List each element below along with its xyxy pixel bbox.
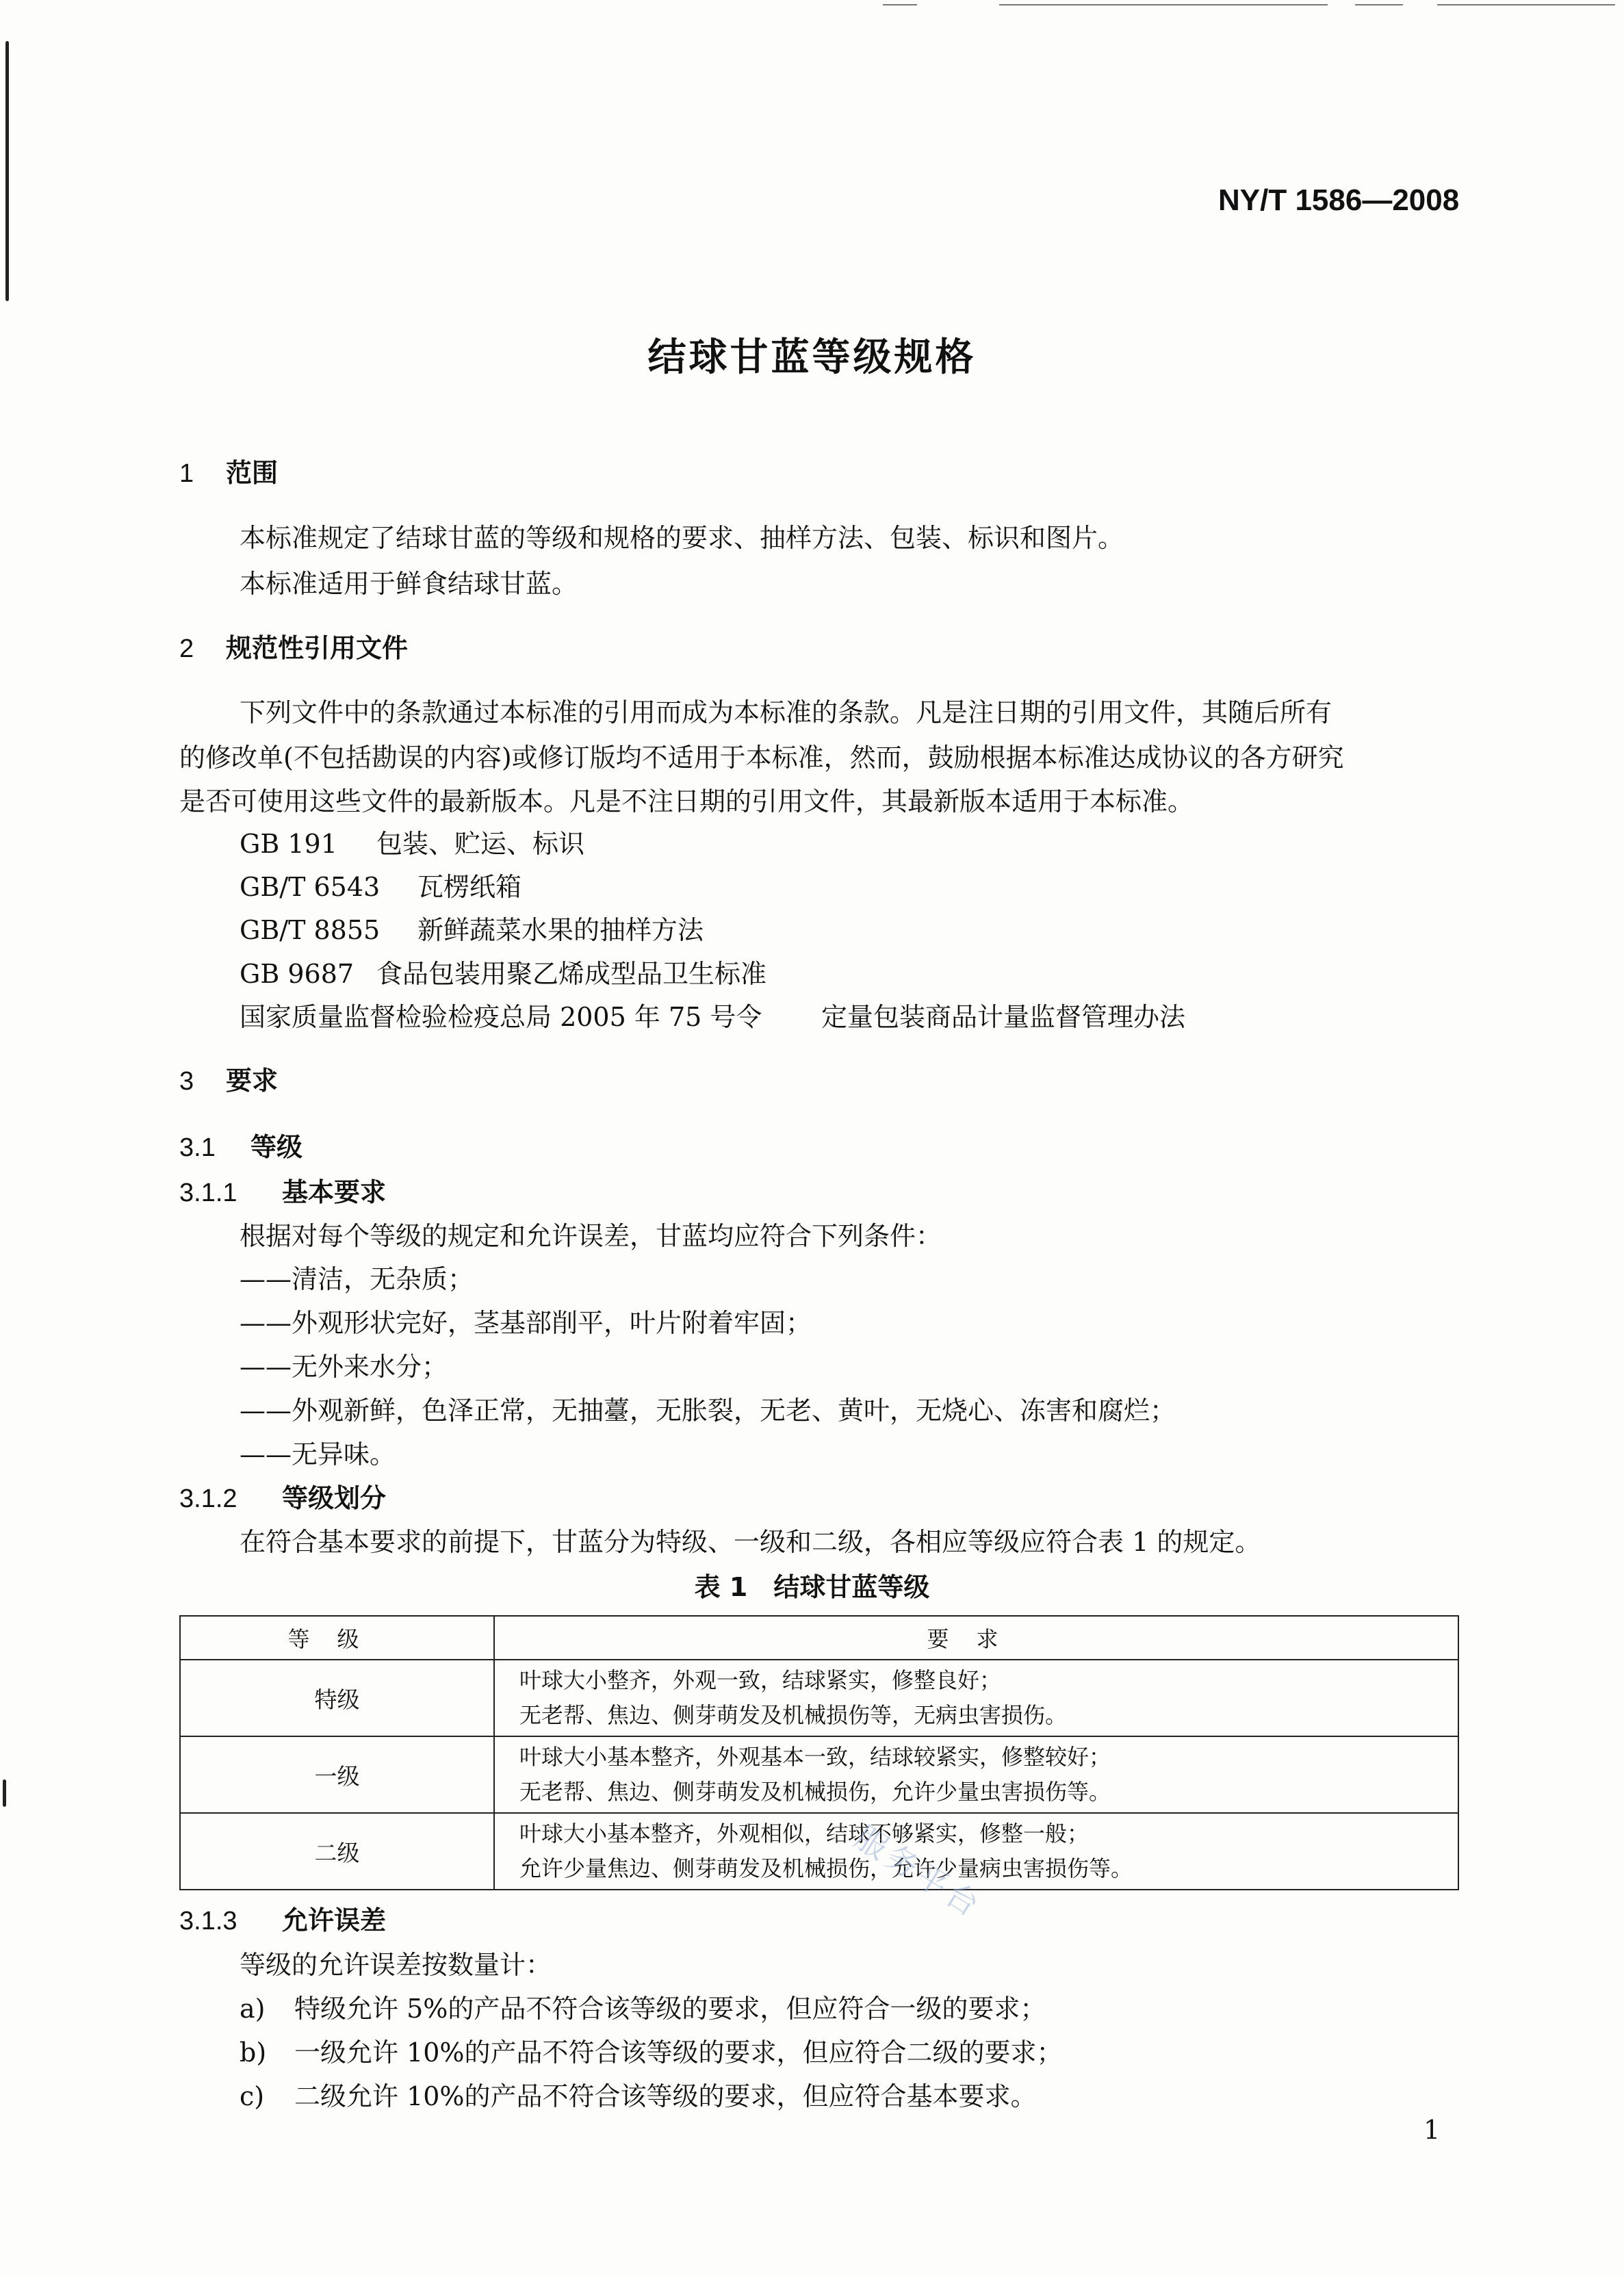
list-text: 特级允许 5%的产品不符合该等级的要求，但应符合一级的要求； xyxy=(294,1994,1046,2024)
section-title: 等级 xyxy=(250,1132,303,1162)
scan-line xyxy=(1355,4,1403,5)
section-3-1-3-heading xyxy=(179,1899,386,1937)
section-number: 3 xyxy=(179,1067,194,1096)
table-header-row xyxy=(180,1616,1458,1660)
grade-cell: 一级 xyxy=(180,1736,494,1813)
section-title: 允许误差 xyxy=(282,1905,387,1935)
grade-cell: 特级 xyxy=(180,1660,494,1736)
grades-table xyxy=(179,1615,1459,1890)
requirement-line: 叶球大小基本整齐，外观基本一致，结球较紧实，修整较好； xyxy=(519,1744,1111,1770)
table-header-requirements: 要求 xyxy=(494,1616,1458,1660)
section-3-1-1-heading xyxy=(179,1171,386,1209)
paragraph: 本标准规定了结球甘蓝的等级和规格的要求、抽样方法、包装、标识和图片。 xyxy=(240,523,1124,553)
list-label: b) xyxy=(240,2037,267,2068)
reference-name: 定量包装商品计量监督管理办法 xyxy=(821,1002,1186,1032)
section-title: 规范性引用文件 xyxy=(226,633,409,663)
paragraph: 根据对每个等级的规定和允许误差，甘蓝均应符合下列条件： xyxy=(240,1221,942,1251)
reference-item xyxy=(240,953,766,990)
list-item: ——外观新鲜，色泽正常，无抽薹，无胀裂，无老、黄叶，无烧心、冻害和腐烂； xyxy=(240,1395,1176,1426)
reference-code: GB 9687 xyxy=(240,959,355,989)
grade-cell: 二级 xyxy=(180,1813,494,1890)
reference-item xyxy=(240,909,704,947)
section-title: 基本要求 xyxy=(282,1177,387,1207)
reference-item xyxy=(240,866,521,903)
reference-name: 新鲜蔬菜水果的抽样方法 xyxy=(417,915,704,945)
section-title: 要求 xyxy=(226,1066,279,1096)
paragraph: 等级的允许误差按数量计： xyxy=(240,1950,552,1980)
reference-code: GB 191 xyxy=(240,829,337,859)
table-row xyxy=(180,1736,1458,1813)
section-number: 2 xyxy=(179,634,194,663)
list-text: 二级允许 10%的产品不符合该等级的要求，但应符合基本要求。 xyxy=(294,2081,1037,2111)
reference-code: 国家质量监督检验检疫总局 2005 年 75 号令 xyxy=(240,1002,762,1032)
table-caption: 表 1 结球甘蓝等级 xyxy=(694,1572,930,1602)
section-2-heading xyxy=(179,627,408,665)
section-number: 3.1.1 xyxy=(179,1179,237,1207)
paragraph: 本标准适用于鲜食结球甘蓝。 xyxy=(240,569,578,599)
requirement-line: 允许少量焦边、侧芽萌发及机械损伤，允许少量病虫害损伤等。 xyxy=(519,1855,1133,1881)
reference-name: 瓦楞纸箱 xyxy=(417,872,522,902)
section-3-heading xyxy=(179,1059,278,1097)
reference-code: GB/T 6543 xyxy=(240,872,381,902)
requirement-line: 叶球大小整齐，外观一致，结球紧实，修整良好； xyxy=(519,1667,1002,1693)
paragraph: 在符合基本要求的前提下，甘蓝分为特级、一级和二级，各相应等级应符合表 1 的规定。 xyxy=(240,1527,1261,1557)
scan-edge-mark xyxy=(5,41,9,301)
list-item xyxy=(240,1987,1046,2025)
page-number: 1 xyxy=(1423,2115,1441,2145)
reference-item xyxy=(240,823,584,860)
scan-line xyxy=(1437,4,1615,5)
section-number: 3.1.3 xyxy=(179,1907,237,1935)
reference-name: 包装、贮运、标识 xyxy=(376,829,585,859)
requirement-cell xyxy=(494,1813,1458,1890)
paragraph-line: 是否可使用这些文件的最新版本。凡是不注日期的引用文件，其最新版本适用于本标准。 xyxy=(179,786,1194,816)
list-item: ——无外来水分； xyxy=(240,1352,448,1382)
section-title: 范围 xyxy=(226,458,279,488)
requirement-line: 无老帮、焦边、侧芽萌发及机械损伤等，无病虫害损伤。 xyxy=(519,1702,1068,1728)
watermark: 服务平台 xyxy=(848,1818,989,1926)
section-number: 3.1 xyxy=(179,1133,216,1162)
list-item: ——清洁，无杂质； xyxy=(240,1264,474,1294)
scan-line xyxy=(999,4,1328,5)
reference-name: 食品包装用聚乙烯成型品卫生标准 xyxy=(376,959,767,989)
table-row xyxy=(180,1660,1458,1736)
list-label: c) xyxy=(240,2081,265,2111)
section-1-heading xyxy=(179,452,278,489)
requirement-line: 叶球大小基本整齐，外观相似，结球不够紧实，修整一般； xyxy=(519,1821,1090,1847)
section-title: 等级划分 xyxy=(282,1483,387,1513)
table-header-grade: 等级 xyxy=(180,1616,494,1660)
reference-item xyxy=(240,996,1185,1033)
scan-line xyxy=(883,4,917,5)
list-label: a) xyxy=(240,1994,266,2024)
requirement-cell xyxy=(494,1736,1458,1813)
reference-code: GB/T 8855 xyxy=(240,915,381,945)
document-title: 结球甘蓝等级规格 xyxy=(647,335,977,380)
section-number: 1 xyxy=(179,459,194,488)
section-3-1-heading xyxy=(179,1126,302,1163)
standard-code: NY/T 1586—2008 xyxy=(1218,183,1460,217)
scan-edge-mark xyxy=(3,1779,6,1807)
list-item xyxy=(240,2031,1063,2069)
list-item xyxy=(240,2075,1037,2113)
table-row xyxy=(180,1813,1458,1890)
paragraph-line: 的修改单(不包括勘误的内容)或修订版均不适用于本标准，然而，鼓励根据本标准达成协议的各方研究 xyxy=(179,743,1344,773)
list-item: ——外观形状完好，茎基部削平，叶片附着牢固； xyxy=(240,1308,812,1338)
paragraph-line: 下列文件中的条款通过本标准的引用而成为本标准的条款。凡是注日期的引用文件，其随后所有 xyxy=(240,697,1332,728)
section-number: 3.1.2 xyxy=(179,1484,237,1513)
list-text: 一级允许 10%的产品不符合该等级的要求，但应符合二级的要求； xyxy=(294,2037,1063,2068)
requirement-line: 无老帮、焦边、侧芽萌发及机械损伤，允许少量虫害损伤等。 xyxy=(519,1779,1111,1805)
requirement-cell xyxy=(494,1660,1458,1736)
section-3-1-2-heading xyxy=(179,1477,386,1515)
list-item: ——无异味。 xyxy=(240,1439,396,1469)
